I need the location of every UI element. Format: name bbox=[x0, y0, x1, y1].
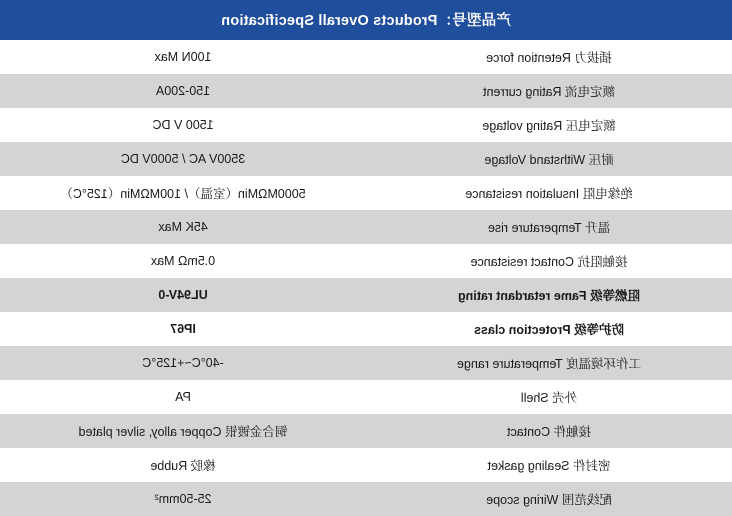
spec-value: 橡胶 Rubbe bbox=[0, 448, 366, 482]
spec-value: PA bbox=[0, 380, 366, 414]
spec-label: 绝缘电阻 Insulation resistance bbox=[366, 176, 732, 210]
spec-label: 耐压 Withstand Voltage bbox=[366, 142, 732, 176]
spec-value: UL94V-0 bbox=[0, 278, 366, 312]
spec-value: 5000MΩMin（室温）/ 100MΩMin（125°C） bbox=[0, 176, 366, 210]
spec-value: 150-200A bbox=[0, 74, 366, 108]
table-row bbox=[0, 414, 732, 448]
table-row bbox=[0, 312, 732, 346]
table-row bbox=[0, 40, 732, 74]
spec-label: 接触件 Contact bbox=[366, 414, 732, 448]
table-row bbox=[0, 448, 732, 482]
spec-label: 接触阻抗 Contact resistance bbox=[366, 244, 732, 278]
spec-value: 3500V AC / 5000V DC bbox=[0, 142, 366, 176]
table-row bbox=[0, 108, 732, 142]
table-row bbox=[0, 380, 732, 414]
spec-label: 密封件 Sealing gasket bbox=[366, 448, 732, 482]
spec-label: 额定电压 Rating voltage bbox=[366, 108, 732, 142]
spec-label: 阻燃等级 Fame retardant rating bbox=[366, 278, 732, 312]
specification-rows bbox=[0, 40, 732, 516]
table-row bbox=[0, 142, 732, 176]
spec-label: 外壳 Shell bbox=[366, 380, 732, 414]
page-title: 产品型号：Products Overall Specification bbox=[0, 0, 732, 40]
table-title-row bbox=[0, 0, 732, 40]
table-row bbox=[0, 176, 732, 210]
table-row bbox=[0, 244, 732, 278]
table-row bbox=[0, 346, 732, 380]
spec-value: 25-50mm² bbox=[0, 482, 366, 516]
spec-value: 1500 V DC bbox=[0, 108, 366, 142]
spec-value: 100N Max bbox=[0, 40, 366, 74]
spec-value: 铜合金镀银 Copper alloy, silver plated bbox=[0, 414, 366, 448]
spec-label: 插拔力 Retention force bbox=[366, 40, 732, 74]
spec-label: 配线范围 Wiring scope bbox=[366, 482, 732, 516]
spec-label: 防护等级 Protection class bbox=[366, 312, 732, 346]
spec-label: 温升 Temperature rise bbox=[366, 210, 732, 244]
spec-label: 工作环境温度 Temperature range bbox=[366, 346, 732, 380]
table-row bbox=[0, 278, 732, 312]
spec-label: 额定电流 Rating current bbox=[366, 74, 732, 108]
spec-value: IP67 bbox=[0, 312, 366, 346]
spec-value: -40°C~+125°C bbox=[0, 346, 366, 380]
spec-value: 45K Max bbox=[0, 210, 366, 244]
table-row bbox=[0, 210, 732, 244]
spec-value: 0.5mΩ Max bbox=[0, 244, 366, 278]
table-row bbox=[0, 74, 732, 108]
